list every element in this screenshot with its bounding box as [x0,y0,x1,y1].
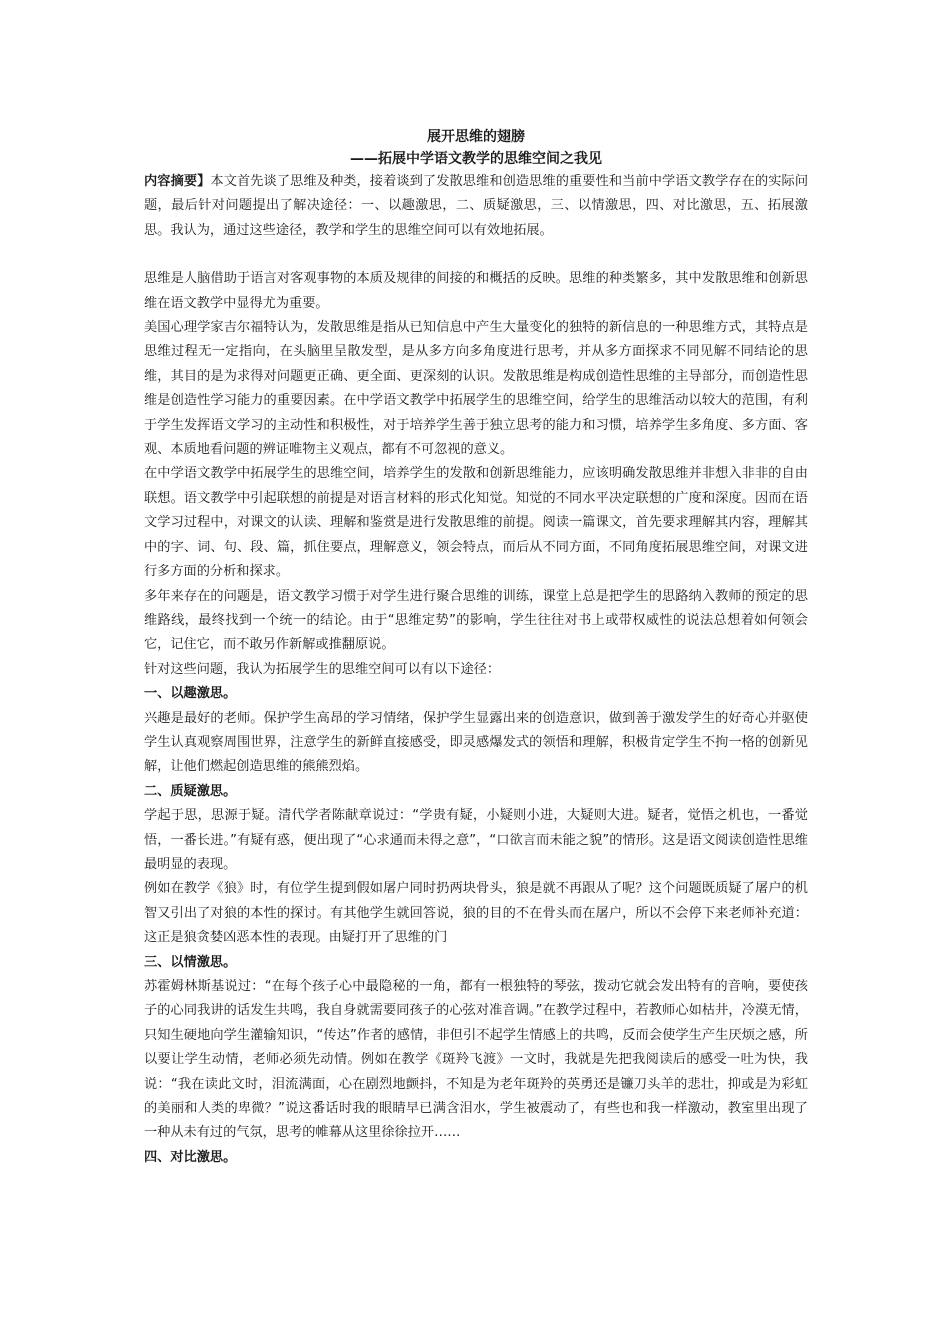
paragraph: 多年来存在的问题是，语文教学习惯于对学生进行聚合思维的训练，课堂上总是把学生的思路纳入教师的预定的思维路线，最终找到一个统一的结论。由于“思维定势”的影响，学生往往对书上或带权威性的说法总想着如何领会它，记住它，而不敢另作新解或推翻原说。 [144,588,808,653]
paragraph: 苏霍姆林斯基说过：“在每个孩子心中最隐秘的一角，都有一根独特的琴弦，拨动它就会发出特有的音响，要使孩子的心同我讲的话发生共鸣，我自身就需要同孩子的心弦对准音调。”在教学过程中，若教师心如枯井，冷漠无情，只知生硬地向学生灌输知识，“传达”作者的感情，非但引不起学生情感上的共鸣，反而会使学生产生厌烦之感，所以要让学生动情，老师必须先动情。例如在教学《斑羚飞渡》一文时，我就是先把我阅读后的感受一吐为快，我说：“我在读此文时，泪流满面，心在剧烈地颤抖，不知是为老年斑羚的英勇还是镰刀头羊的悲壮，抑或是为彩虹的美丽和人类的卑微？”说这番话时我的眼睛早已满含泪水，学生被震动了，有些也和我一样激动，教室里出现了一种从未有过的气氛，思考的帷幕从这里徐徐拉开…… [144,979,808,1141]
abstract-text: 本文首先谈了思维及种类，接着谈到了发散思维和创造思维的重要性和当前中学语文教学存在的实际问题，最后针对问题提出了解决途径：一、以趣激思，二、质疑激思，三、以情激思，四、对比激思，五、拓展激思。我认为，通过这些途径，教学和学生的思维空间可以有效地拓展。 [144,174,809,238]
document-page [144,126,808,1170]
blank-line [144,243,808,267]
paragraph: 学起于思，思源于疑。清代学者陈献章说过：“学贵有疑，小疑则小进，大疑则大进。疑者，觉悟之机也，一番觉悟，一番长进。”有疑有惑，便出现了“心求通而未得之意”，“口欲言而未能之貌”的情形。这是语文阅读创造性思维最明显的表现。 [144,808,808,872]
paragraph: 美国心理学家吉尔福特认为，发散思维是指从已知信息中产生大量变化的独特的新信息的一种思维方式，其特点是思维过程无一定指向，在头脑里呈散发型，是从多方向多角度进行思考，并从多方面探求不同见解不同结论的思维，其目的是为求得对问题更正确、更全面、更深刻的认识。发散思维是构成创造性思维的主导部分，而创造性思维是创造性学习能力的重要因素。在中学语文教学中拓展学生的思维空间，给学生的思维活动以较大的范围，有利于学生发挥语文学习的主动性和积极性，对于培养学生善于独立思考的能力和习惯，培养学生多角度、多方面、客观、本质地看问题的辨证唯物主义观点，都有不可忽视的意义。 [144,320,808,458]
abstract-label: 内容摘要】 [144,174,211,189]
section-heading: 四、对比激思。 [144,1149,237,1165]
paragraph: 针对这些问题，我认为拓展学生的思维空间可以有以下途径： [144,661,501,677]
paragraph: 兴趣是最好的老师。保护学生高昂的学习情绪，保护学生显露出来的创造意识，做到善于激发学生的好奇心并驱使学生认真观察周围世界，注意学生的新鲜直接感受，即灵感爆发式的领悟和理解，积极肯定学生不拘一格的创新见解，让他们燃起创造思维的熊熊烈焰。 [144,710,808,775]
section-heading: 三、以情激思。 [144,954,237,970]
paragraph: 思维是人脑借助于语言对客观事物的本质及规律的间接的和概括的反映。思维的种类繁多，其中发散思维和创新思维在语文教学中显得尤为重要。 [144,271,808,311]
document-title: 展开思维的翅膀 [427,129,525,145]
paragraph: 例如在教学《狼》时，有位学生提到假如屠户同时扔两块骨头，狼是就不再跟从了呢？这个问题既质疑了屠户的机智又引出了对狼的本性的探讨。有其他学生就回答说，狼的目的不在骨头而在屠户，所以不会停下来老师补充道：这正是狼贪婪凶恶本性的表现。由疑打开了思维的门 [144,881,808,946]
paragraph: 在中学语文教学中拓展学生的思维空间，培养学生的发散和创新思维能力，应该明确发散思维并非想入非非的自由联想。语文教学中引起联想的前提是对语言材料的形式化知觉。知觉的不同水平决定联想的广度和深度。因而在语文学习过程中，对课文的认读、理解和鉴赏是进行发散思维的前提。阅读一篇课文，首先要求理解其内容，理解其中的字、词、句、段、篇，抓住要点，理解意义，领会特点，而后从不同方面，不同角度拓展思维空间，对课文进行多方面的分析和探求。 [144,466,808,580]
abstract-paragraph [144,170,808,243]
document-subtitle: ——拓展中学语文教学的思维空间之我见 [350,151,602,167]
section-heading: 一、以趣激思。 [144,686,237,702]
section-heading: 二、质疑激思。 [144,783,237,799]
